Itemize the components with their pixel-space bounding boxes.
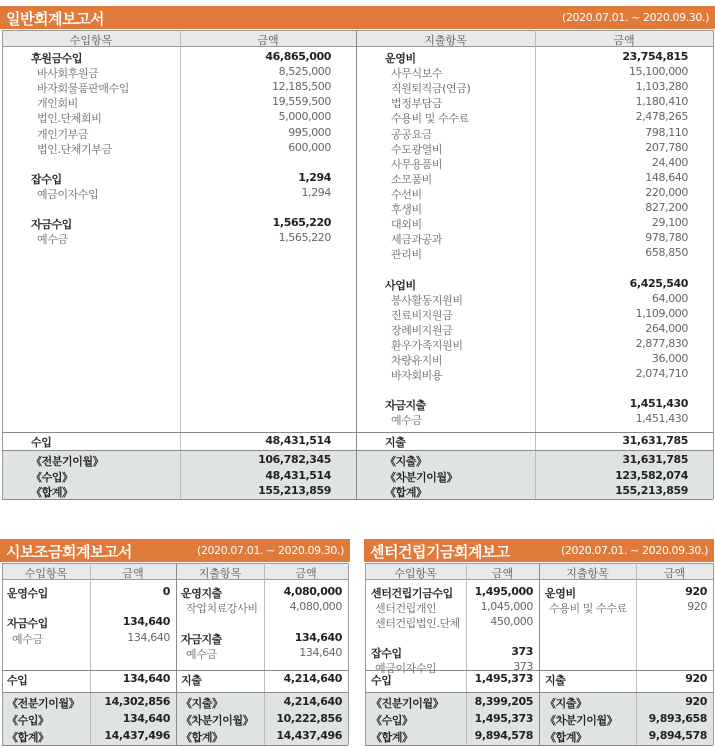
row-amount: 36,000 bbox=[651, 352, 688, 365]
expense-row bbox=[0, 600, 350, 614]
row-label: 바자회물품판매수입 bbox=[37, 82, 130, 96]
row-label: 《지출》 bbox=[385, 455, 427, 468]
row-label: 《전분기이월》 bbox=[7, 697, 80, 710]
row-label: 잡수입 bbox=[371, 647, 402, 660]
row-label: 지출 bbox=[385, 436, 406, 449]
expense-row bbox=[0, 695, 350, 709]
row-amount: 48,431,514 bbox=[265, 468, 331, 482]
row-label: 《합계》 bbox=[31, 486, 73, 499]
report-title: 시보조금회계보고서 bbox=[6, 543, 132, 561]
row-label: 수입 bbox=[371, 674, 392, 687]
income-row bbox=[364, 630, 714, 644]
row-label: 후생비 bbox=[391, 203, 422, 216]
row-amount: 134,640 bbox=[127, 630, 170, 644]
row-label: 예금이자수입 bbox=[37, 187, 99, 201]
row-amount: 1,565,220 bbox=[278, 231, 331, 245]
expense-row bbox=[0, 337, 715, 351]
row-amount: 920 bbox=[687, 600, 707, 613]
row-amount: 14,302,856 bbox=[104, 695, 170, 708]
row-label: 《합계》 bbox=[371, 730, 413, 744]
row-label: 세금과공과 bbox=[391, 233, 443, 247]
row-label: 《수입》 bbox=[7, 713, 49, 727]
row-label: 법인.단체기부금 bbox=[37, 142, 112, 156]
row-label: 《수입》 bbox=[371, 713, 413, 727]
expense-row bbox=[0, 631, 350, 645]
row-amount: 9,894,578 bbox=[648, 728, 707, 742]
table-bottom-rule bbox=[2, 499, 713, 500]
header-income-item: 수입항목 bbox=[394, 567, 437, 580]
header-expense-amount: 금액 bbox=[613, 34, 635, 47]
expense-row bbox=[0, 453, 715, 467]
row-label: 센터건립법인.단체 bbox=[375, 617, 460, 630]
city-subsidy-account-report bbox=[0, 539, 350, 747]
row-label: 수용비 및 수수료 bbox=[549, 602, 627, 615]
income-row bbox=[364, 645, 714, 659]
row-label: 《합계》 bbox=[181, 730, 223, 744]
expense-row bbox=[0, 469, 715, 483]
row-label: 사무식보수 bbox=[391, 67, 443, 81]
row-amount: 10,222,856 bbox=[276, 711, 342, 725]
header-expense-item: 지출항목 bbox=[424, 34, 467, 47]
row-label: 운영수입 bbox=[7, 587, 48, 600]
report-title-bar bbox=[0, 6, 715, 29]
row-label: 소모품비 bbox=[391, 172, 432, 186]
row-amount: 134,640 bbox=[299, 645, 342, 659]
expense-row bbox=[0, 186, 715, 200]
row-label: 자금지출 bbox=[181, 632, 222, 646]
row-label: 사무용품비 bbox=[391, 157, 443, 171]
row-label: 개인회비 bbox=[37, 97, 78, 111]
row-amount: 2,877,830 bbox=[635, 336, 688, 350]
row-label: 지출 bbox=[545, 674, 566, 687]
row-label: 수도광열비 bbox=[391, 142, 443, 156]
center-fund-account-report bbox=[364, 539, 714, 747]
row-amount: 1,109,000 bbox=[635, 306, 688, 320]
row-amount: 23,754,815 bbox=[622, 50, 688, 63]
row-label: 예수금 bbox=[391, 414, 422, 428]
expense-row bbox=[0, 216, 715, 230]
row-amount: 46,865,000 bbox=[265, 50, 331, 63]
row-amount: 978,780 bbox=[645, 231, 688, 245]
report-period: (2020.07.01. ~ 2020.09.30.) bbox=[561, 544, 708, 557]
row-amount: 14,437,496 bbox=[276, 728, 342, 742]
expense-row bbox=[0, 201, 715, 215]
row-label: 《지출》 bbox=[181, 697, 223, 710]
report-period: (2020.07.01. ~ 2020.09.30.) bbox=[197, 544, 344, 557]
total-top-rule bbox=[2, 432, 713, 433]
row-label: 관리비 bbox=[391, 248, 422, 262]
row-amount: 4,080,000 bbox=[283, 585, 342, 598]
row-label: 《차분기이월》 bbox=[545, 713, 618, 727]
row-amount: 1,180,410 bbox=[635, 95, 688, 109]
row-amount: 134,640 bbox=[294, 630, 342, 644]
expense-row bbox=[0, 80, 715, 94]
row-amount: 920 bbox=[685, 672, 707, 685]
row-label: 수입 bbox=[31, 436, 52, 449]
row-label: 《진분기이월》 bbox=[371, 697, 444, 710]
header-income-amount: 금액 bbox=[257, 34, 279, 47]
header-income-item: 수입항목 bbox=[69, 34, 113, 47]
expense-row bbox=[0, 352, 715, 366]
row-label: 운영비 bbox=[545, 587, 576, 600]
row-amount: 827,200 bbox=[645, 201, 688, 214]
expense-row bbox=[0, 434, 715, 448]
expense-row bbox=[0, 231, 715, 245]
row-amount: 4,214,640 bbox=[283, 672, 342, 685]
expense-row bbox=[0, 126, 715, 140]
row-label: 법정부담금 bbox=[391, 97, 443, 111]
row-amount: 207,780 bbox=[645, 140, 688, 154]
row-label: 예수금 bbox=[186, 647, 217, 661]
table-bottom-rule bbox=[2, 745, 348, 746]
row-amount: 64,000 bbox=[651, 291, 688, 305]
row-amount: 148,640 bbox=[645, 170, 688, 184]
row-amount: 0 bbox=[162, 585, 170, 598]
expense-row bbox=[0, 261, 715, 275]
row-label: 예수금 bbox=[12, 632, 43, 646]
row-amount: 658,850 bbox=[645, 246, 688, 260]
row-amount: 373 bbox=[513, 660, 533, 673]
expense-row bbox=[364, 585, 714, 599]
report-period: (2020.07.01. ~ 2020.09.30.) bbox=[562, 11, 709, 24]
row-amount: 1,565,220 bbox=[272, 216, 331, 230]
row-amount: 12,185,500 bbox=[272, 80, 331, 94]
row-label: 바사회후원금 bbox=[37, 67, 99, 81]
row-amount: 15,100,000 bbox=[629, 65, 688, 79]
row-label: 운영지출 bbox=[181, 587, 222, 600]
row-label: 수입 bbox=[7, 674, 28, 687]
expense-row bbox=[0, 672, 350, 686]
row-amount: 450,000 bbox=[490, 615, 533, 628]
row-amount: 123,582,074 bbox=[615, 468, 688, 482]
row-amount: 31,631,785 bbox=[622, 453, 688, 466]
row-amount: 2,074,710 bbox=[635, 367, 688, 381]
row-label: 사업비 bbox=[385, 278, 416, 292]
table-header bbox=[2, 563, 348, 580]
report-title-bar bbox=[364, 539, 714, 562]
row-amount: 1,294 bbox=[298, 170, 331, 184]
expense-row bbox=[364, 695, 714, 709]
row-amount: 220,000 bbox=[645, 185, 688, 199]
row-label: 장례비지원금 bbox=[391, 323, 453, 337]
summary-top-rule bbox=[365, 692, 713, 693]
row-amount: 106,782,345 bbox=[258, 453, 331, 466]
expense-row bbox=[0, 484, 715, 498]
row-label: 공공요금 bbox=[391, 127, 432, 141]
row-amount: 8,525,000 bbox=[278, 65, 331, 79]
expense-row bbox=[0, 729, 350, 743]
expense-row bbox=[0, 382, 715, 396]
row-amount: 9,894,578 bbox=[474, 728, 533, 742]
row-label: 바자회비용 bbox=[391, 369, 443, 383]
total-top-rule bbox=[2, 670, 348, 671]
row-amount: 155,213,859 bbox=[615, 484, 688, 497]
expense-row bbox=[0, 95, 715, 109]
row-label: 《수입》 bbox=[31, 470, 73, 484]
row-label: 《전분기이월》 bbox=[31, 455, 104, 468]
row-amount: 920 bbox=[685, 695, 707, 708]
expense-row bbox=[0, 50, 715, 64]
row-label: 법인.단체회비 bbox=[37, 112, 102, 126]
expense-row bbox=[0, 171, 715, 185]
row-amount: 920 bbox=[685, 585, 707, 598]
header-income-item: 수입항목 bbox=[24, 567, 68, 580]
report-title-bar bbox=[0, 539, 350, 562]
expense-row bbox=[0, 292, 715, 306]
expense-row bbox=[0, 585, 350, 599]
expense-row bbox=[364, 600, 714, 614]
expense-row bbox=[0, 397, 715, 411]
row-label: 운영비 bbox=[385, 52, 416, 65]
row-label: 직원퇴직금(연금) bbox=[391, 82, 471, 96]
row-amount: 8,399,205 bbox=[474, 695, 533, 708]
summary-top-rule bbox=[2, 692, 348, 693]
row-label: 수선비 bbox=[391, 187, 422, 201]
row-label: 대외비 bbox=[391, 218, 422, 232]
row-amount: 1,495,373 bbox=[474, 711, 533, 725]
row-label: 센터건립개인 bbox=[375, 602, 437, 615]
expense-row bbox=[0, 307, 715, 321]
row-amount: 1,495,000 bbox=[474, 585, 533, 598]
expense-row bbox=[0, 110, 715, 124]
row-amount: 1,451,430 bbox=[635, 412, 688, 426]
row-amount: 14,437,496 bbox=[104, 728, 170, 742]
header-income-amount: 금액 bbox=[491, 567, 514, 580]
header-expense-item: 지출항목 bbox=[566, 567, 609, 580]
row-label: 개인기부금 bbox=[37, 127, 89, 141]
expense-row bbox=[0, 712, 350, 726]
row-amount: 9,893,658 bbox=[648, 711, 707, 725]
row-amount: 995,000 bbox=[288, 125, 331, 139]
header-expense-amount: 금액 bbox=[663, 567, 686, 580]
row-label: 《차분기이월》 bbox=[385, 470, 458, 484]
row-amount: 4,214,640 bbox=[283, 695, 342, 708]
table-header bbox=[2, 30, 713, 47]
row-label: 자금지출 bbox=[385, 399, 426, 413]
row-label: 《합계》 bbox=[7, 730, 49, 744]
row-label: 차량유지비 bbox=[391, 354, 443, 367]
row-amount: 6,425,540 bbox=[629, 276, 688, 290]
table-bottom-rule bbox=[365, 745, 713, 746]
expense-row bbox=[0, 65, 715, 79]
expense-row bbox=[364, 729, 714, 743]
row-label: 《합계》 bbox=[385, 486, 427, 499]
row-label: 후원금수입 bbox=[31, 52, 83, 65]
row-amount: 48,431,514 bbox=[265, 434, 331, 447]
expense-row bbox=[0, 322, 715, 336]
row-amount: 373 bbox=[511, 645, 533, 658]
row-label: 센터건립기금수입 bbox=[371, 587, 453, 600]
header-income-amount: 금액 bbox=[122, 567, 144, 580]
row-amount: 600,000 bbox=[288, 140, 331, 154]
row-label: 작업치료강사비 bbox=[186, 602, 258, 616]
row-amount: 1,451,430 bbox=[629, 397, 688, 411]
header-expense-item: 지출항목 bbox=[198, 567, 242, 580]
expense-row bbox=[0, 615, 350, 629]
row-amount: 29,100 bbox=[651, 216, 688, 230]
row-label: 자금수입 bbox=[7, 617, 48, 631]
income-row bbox=[364, 615, 714, 629]
row-label: 잡수입 bbox=[31, 172, 62, 186]
general-account-report bbox=[0, 6, 715, 501]
expense-row bbox=[364, 712, 714, 726]
row-amount: 1,103,280 bbox=[635, 80, 688, 94]
expense-row bbox=[0, 141, 715, 155]
row-amount: 5,000,000 bbox=[278, 110, 331, 124]
header-expense-amount: 금액 bbox=[295, 567, 317, 580]
row-amount: 4,080,000 bbox=[289, 600, 342, 614]
expense-row bbox=[364, 672, 714, 686]
row-label: 《합계》 bbox=[545, 730, 587, 744]
expense-row bbox=[0, 156, 715, 170]
row-label: 봉사활동지원비 bbox=[391, 293, 463, 307]
row-amount: 264,000 bbox=[645, 321, 688, 335]
row-amount: 1,294 bbox=[301, 185, 331, 199]
row-amount: 19,559,500 bbox=[272, 95, 331, 109]
row-label: 지출 bbox=[181, 674, 202, 687]
row-amount: 134,640 bbox=[122, 615, 170, 629]
row-label: 예금이자수입 bbox=[375, 662, 437, 675]
row-label: 환우가족지원비 bbox=[391, 338, 463, 352]
row-amount: 134,640 bbox=[122, 711, 170, 725]
row-amount: 24,400 bbox=[651, 155, 688, 169]
row-label: 《지출》 bbox=[545, 697, 587, 710]
row-amount: 155,213,859 bbox=[258, 484, 331, 497]
row-label: 《차분기이월》 bbox=[181, 713, 254, 727]
row-label: 예수금 bbox=[37, 233, 68, 247]
row-amount: 134,640 bbox=[122, 672, 170, 685]
expense-row bbox=[0, 367, 715, 381]
expense-row bbox=[0, 646, 350, 660]
row-label: 수용비 및 수수료 bbox=[391, 112, 469, 126]
summary-top-rule bbox=[2, 450, 713, 451]
row-amount: 1,495,373 bbox=[474, 672, 533, 685]
expense-row bbox=[0, 277, 715, 291]
row-amount: 31,631,785 bbox=[622, 434, 688, 447]
row-amount: 2,478,265 bbox=[635, 110, 688, 124]
report-title: 센터건립기금회계보고 bbox=[370, 543, 510, 561]
report-title: 일반회계보고서 bbox=[6, 10, 104, 28]
row-amount: 1,045,000 bbox=[480, 600, 533, 613]
row-amount: 798,110 bbox=[645, 125, 688, 139]
expense-row bbox=[0, 246, 715, 260]
row-label: 진료비지원금 bbox=[391, 308, 453, 322]
expense-row bbox=[0, 412, 715, 426]
row-label: 자금수입 bbox=[31, 218, 72, 232]
